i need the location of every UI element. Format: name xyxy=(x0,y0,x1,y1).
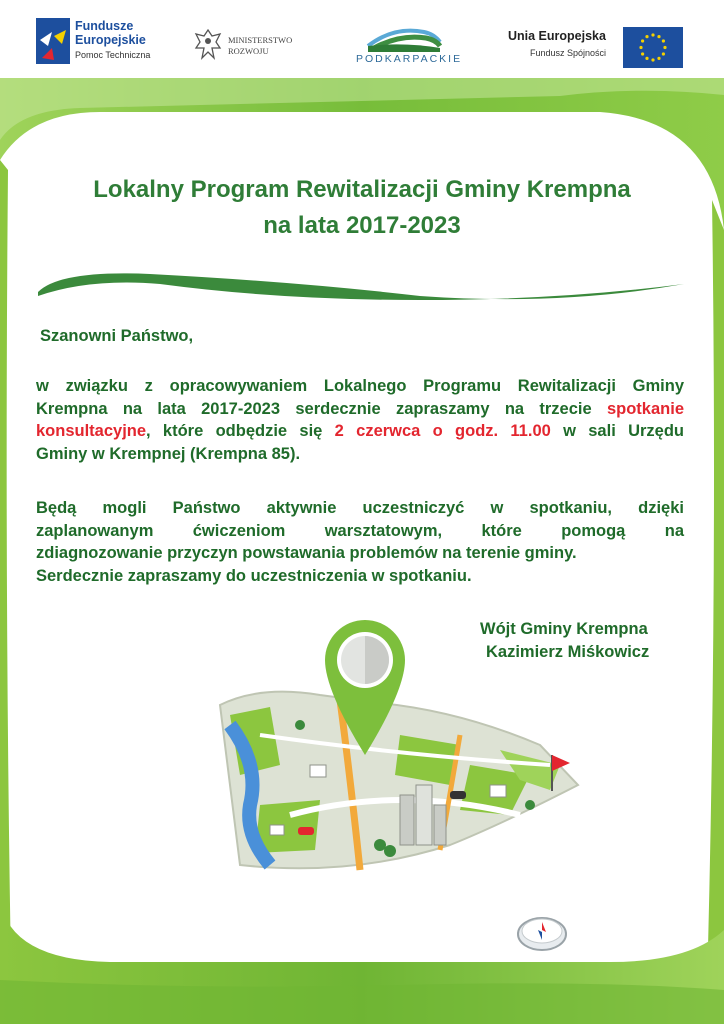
fe-title-2: Europejskie xyxy=(75,33,146,47)
highlight-date-time: 2 czerwca o godz. 11.00 xyxy=(334,422,551,440)
p2-line-4: Serdecznie zapraszamy do uczestniczenia w spotkaniu. xyxy=(36,566,472,585)
eu-subtitle: Fundusz Spójności xyxy=(530,48,607,58)
highlight-spotkanie: spotkanie xyxy=(606,399,684,418)
p1-line-3-end: w sali Urzędu xyxy=(550,422,685,440)
p1-line-3 xyxy=(36,420,684,443)
signature-name: Kazimierz Miśkowicz xyxy=(486,643,650,661)
map-pin-illustration xyxy=(200,615,590,895)
highlight-konsultacyjne: konsultacyjne xyxy=(36,422,147,440)
map-building xyxy=(416,785,432,845)
map-tree xyxy=(295,720,305,730)
ministry-line-1: MINISTERSTWO xyxy=(228,35,293,45)
map-house xyxy=(270,825,284,835)
map-building xyxy=(434,805,446,845)
map-car-icon xyxy=(450,791,466,799)
p1-line-4: Gminy w Krempnej (Krempna 85). xyxy=(36,444,301,463)
page-title-line-2: na lata 2017-2023 xyxy=(263,212,461,239)
paragraph-1 xyxy=(36,375,684,465)
greeting xyxy=(36,325,684,348)
paragraph-2 xyxy=(36,497,684,587)
p2-line-2: zaplanowanym ćwiczeniom warsztatowym, które pomogą na xyxy=(36,521,684,540)
greeting-text: Szanowni Państwo, xyxy=(40,327,194,345)
signature-role: Wójt Gminy Krempna xyxy=(480,620,648,638)
fe-title-1: Fundusze xyxy=(75,19,134,33)
map-car-icon xyxy=(298,827,314,835)
p1-line-2 xyxy=(36,398,684,421)
compass-icon xyxy=(515,912,569,952)
fe-subtitle: Pomoc Techniczna xyxy=(75,50,151,60)
page-title-line-1: Lokalny Program Rewitalizacji Gminy Krempna xyxy=(93,176,631,203)
eu-title: Unia Europejska xyxy=(508,29,606,43)
p2-line-1: Będą mogli Państwo aktywnie uczestniczyć w spotkaniu, dzięki xyxy=(36,499,684,517)
map-house xyxy=(310,765,326,777)
ministry-line-2: ROZWOJU xyxy=(228,46,269,56)
podkarpackie-label: PODKARPACKIE xyxy=(356,53,463,65)
p1-line-3-text: , które odbędzie się xyxy=(146,422,335,440)
map-tree xyxy=(374,839,386,851)
map-tree xyxy=(525,800,535,810)
map-tree xyxy=(384,845,396,857)
map-building xyxy=(400,795,414,845)
p1-line-1: w związku z opracowywaniem Lokalnego Programu Rewitalizacji Gminy xyxy=(36,377,684,395)
p2-line-3: zdiagnozowanie przyczyn powstawania problemów na terenie gminy. xyxy=(36,544,577,562)
map-house xyxy=(490,785,506,797)
p1-line-2-text: Krempna na lata 2017-2023 serdecznie zapraszamy na trzecie xyxy=(36,399,607,418)
